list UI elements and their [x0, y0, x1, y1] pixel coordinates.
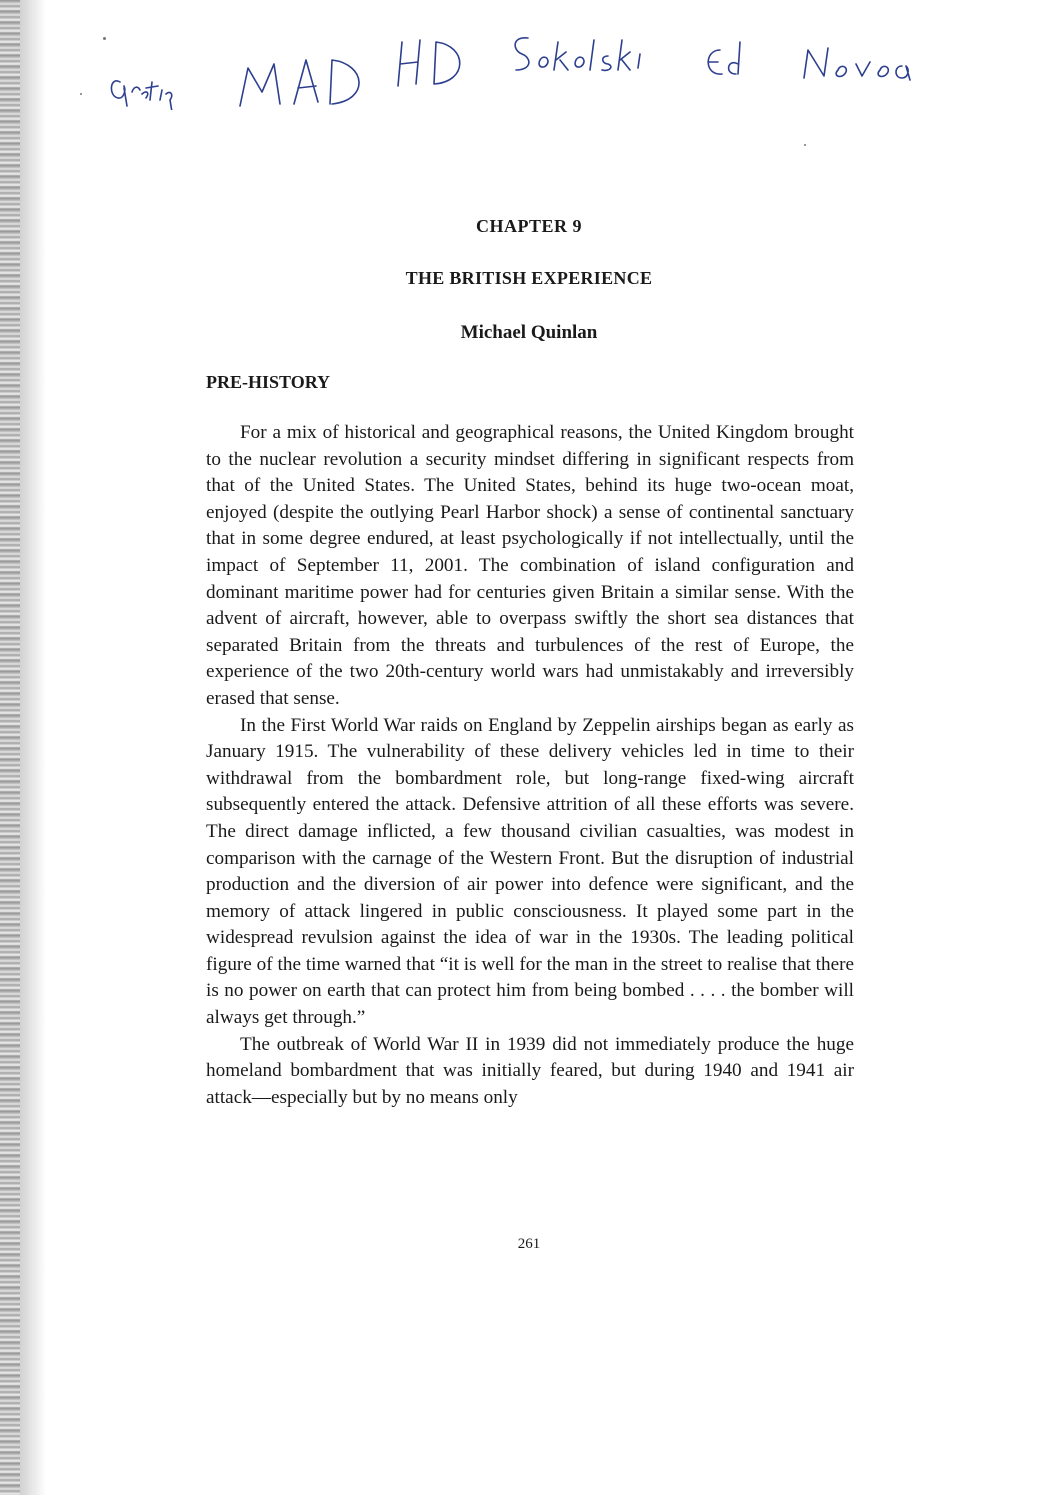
- author-name: Michael Quinlan: [460, 322, 598, 343]
- hw-hd: [398, 40, 460, 86]
- page-number: 261: [517, 1236, 541, 1252]
- paragraph: In the First World War raids on England by Zeppelin airships began as early as January 1915. The vulnerability of these delivery vehicles led in time to their withdrawal from the bombardment role, but long-range fixed-wing aircraft subsequently entered the attack. Defensive attrition of all these efforts was severe. The direct damage inflicted, a few thousand civilian casualties, was modest in comparison with the carnage of the Western Front. But the disruption of industrial production and the diversion of air power into defence were significant, and the memory of attack lingered in public consciousness. It played some part in the widespread revulsion against the idea of war in the 1930s. The leading political figure of the time warned that “it is well for the man in the street to realise that there is no power on earth that can protect him from being bombed . . . . the bomber will always get through.”: [206, 714, 854, 1029]
- hw-novoa: [804, 48, 910, 80]
- paragraph: For a mix of historical and geographical reasons, the United Kingdom brought to the nuclear revolution a security mindset differing in significant respects from that of the United States. The United States, behind its huge two-ocean moat, enjoyed (despite the outlying Pearl Harbor shock) a sense of continental sanctuary that in some degree endured, at least psychologically if not intellectually, until the impact of September 11, 2001. The combination of island configuration and dominant maritime power had for centuries given Britain a similar sense. With the advent of aircraft, however, able to overpass swiftly the short sea distances that separated Britain from the threats and turbulences of the rest of Europe, the experience of the two 20th-century world wars had unmistakably and irreversibly erased that sense.: [206, 422, 854, 709]
- chapter-title: THE BRITISH EXPERIENCE: [405, 268, 653, 288]
- paragraph: The outbreak of World War II in 1939 did not immediately produce the huge homeland bombardment that was initially feared, but during 1940 and 1941 air attack—especially but by no means only: [206, 1033, 854, 1108]
- hw-mad: [240, 60, 359, 106]
- body-text: [206, 420, 854, 1111]
- handwriting-drawing: [80, 20, 940, 110]
- hw-ed: [708, 42, 740, 74]
- hw-sokolski: [515, 38, 640, 71]
- section-heading: PRE-HISTORY: [206, 372, 331, 392]
- chapter-label: CHAPTER 9: [475, 216, 582, 236]
- scan-speck: [804, 144, 806, 146]
- handwritten-annotation: [80, 20, 940, 110]
- hw-gretig: [111, 81, 172, 110]
